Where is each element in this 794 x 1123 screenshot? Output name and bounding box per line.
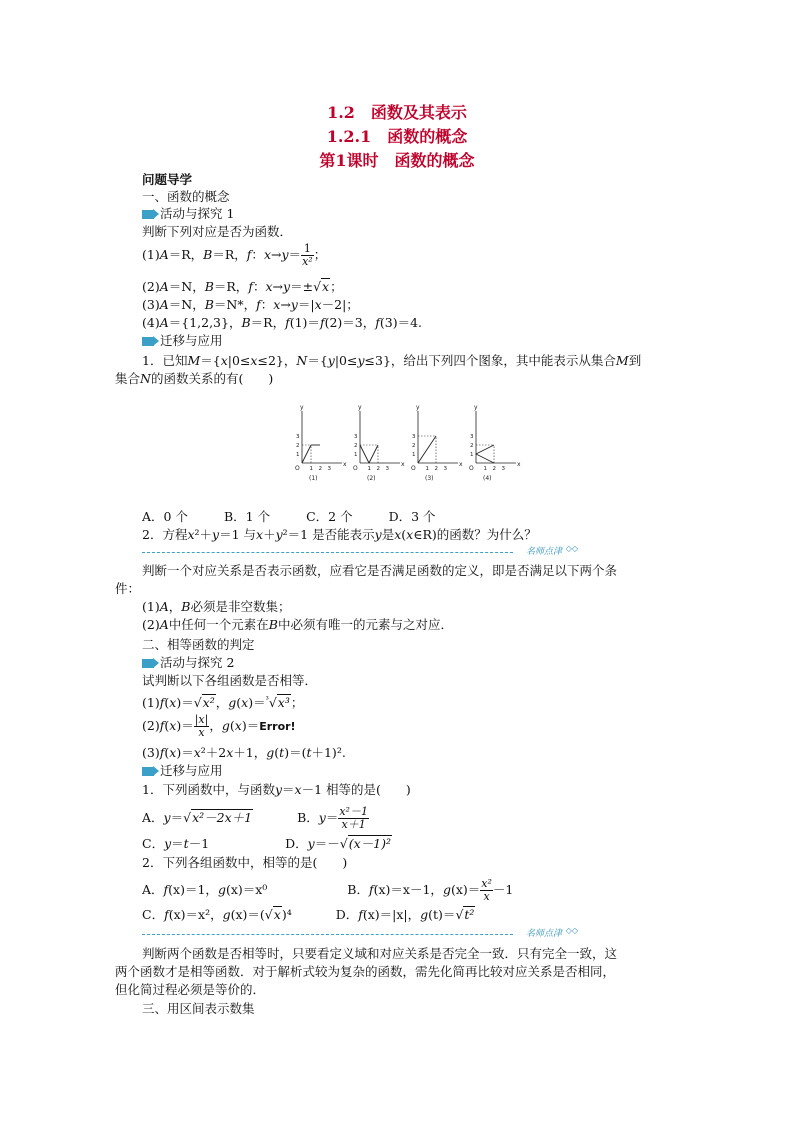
x-tick-label: 1	[367, 466, 371, 472]
x-tick-label: 3	[443, 466, 447, 472]
x-tick-label: 2	[434, 466, 438, 472]
q21-option-b[interactable]: B．y＝ $\frac{\text{x²－1}}{x+1}$	[297, 805, 368, 831]
origin-label: O	[411, 465, 416, 472]
q21-options-ab	[142, 804, 369, 832]
fraction: $\frac{|x|}{x}$	[194, 713, 209, 739]
y-tick-label: 3	[470, 434, 474, 440]
x-tick-label: 2	[376, 466, 380, 472]
group-3: (3)f(x)＝x²＋2x＋1，g(t)＝(t＋1)².	[142, 745, 346, 760]
x-axis-label: x	[459, 461, 463, 468]
problem-1: 1．已知M＝{x|0≤x≤2}，N＝{y|0≤y≤3}，给出下列四个图象，其中能表示从集合M到 集合N的函数关系的有( )	[115, 353, 642, 386]
graph-label: (4)	[483, 475, 492, 482]
q22-option-b[interactable]: B．f(x)＝x－1，g(x)＝ $\frac{\text{x²}}{x}$ －1	[347, 877, 514, 903]
x-tick-label: 3	[385, 466, 389, 472]
x-tick-label: 2	[318, 466, 322, 472]
y-axis-label: y	[358, 405, 362, 411]
y-tick-label: 2	[412, 443, 416, 449]
transfer-heading-2: 迁移与应用	[142, 763, 223, 779]
activity-heading-1: 活动与探究 1	[142, 206, 234, 222]
arrow-icon	[142, 767, 154, 776]
activity-heading-2: 活动与探究 2	[142, 655, 234, 671]
item-2: (2)A＝N，B＝R，f：x→y＝±√x；	[142, 279, 343, 294]
q22-option-a[interactable]: A．f(x)＝1，g(x)＝x⁰	[142, 882, 268, 897]
transfer-heading-1: 迁移与应用	[142, 333, 223, 349]
tip-paragraph-1: 判断一个对应关系是否表示函数，应看它是否满足函数的定义，即是否满足以下两个条 件： (1)A，B必须是非空数集； (2)A中任何一个元素在B中必须有唯一的元素与之对应．	[115, 563, 618, 632]
part-heading-2: 二、相等函数的判定	[142, 637, 255, 652]
question-2-2: 2．下列各组函数中，相等的是( )	[142, 855, 348, 870]
function-graphs	[292, 405, 522, 485]
graph-3	[411, 405, 463, 482]
graph-line	[418, 436, 436, 463]
y-tick-label: 2	[296, 443, 300, 449]
section-title: 1.2.1 函数的概念	[326, 127, 468, 146]
options-row-1	[142, 509, 436, 525]
graph-line	[476, 445, 494, 454]
y-tick-label: 3	[354, 434, 358, 440]
divider-tips-1: 名师点津 ◇◇	[142, 548, 658, 556]
part-heading-1: 一、函数的概念	[142, 189, 230, 204]
q21-option-a[interactable]: A．y＝√x²－2x＋1	[142, 810, 253, 825]
x-axis-label: x	[401, 461, 405, 468]
x-tick-label: 3	[327, 466, 331, 472]
graph-label: (3)	[425, 475, 434, 482]
q22-option-d[interactable]: D．f(x)＝|x|，g(t)＝√t²	[335, 907, 475, 922]
q22-options-ab	[142, 876, 513, 904]
divider-tips-2: 名师点津 ◇◇	[142, 930, 658, 938]
option-d[interactable]: D．3 个	[388, 509, 436, 524]
question-intro: 判断下列对应是否为函数．	[142, 224, 293, 239]
option-c[interactable]: C．2 个	[306, 509, 353, 524]
origin-label: O	[295, 465, 300, 472]
q21-option-d[interactable]: D．y＝－√(x－1)²	[285, 836, 391, 851]
part-heading-3: 三、用区间表示数集	[142, 1001, 255, 1016]
y-tick-label: 2	[354, 443, 358, 449]
graph-2	[353, 405, 405, 482]
q22-options-cd	[142, 907, 475, 923]
y-tick-label: 3	[296, 434, 300, 440]
group-1: (1)f(x)＝√x²，g(x)＝$^{^3}$√x³；	[142, 695, 304, 711]
item-3: (3)A＝N，B＝N*，f：x→y＝|x－2|；	[142, 297, 359, 312]
item-1: (1)A＝R，B＝R，f：x→y＝ $\frac{1}{\text{x²}}$ ；	[142, 242, 327, 268]
arrow-icon	[142, 210, 154, 219]
x-tick-label: 1	[483, 466, 487, 472]
y-tick-label: 1	[354, 452, 358, 458]
chapter-title: 1.2 函数及其表示	[327, 103, 467, 122]
y-tick-label: 1	[296, 452, 300, 458]
option-a[interactable]: A．0 个	[142, 509, 188, 524]
y-tick-label: 3	[412, 434, 416, 440]
y-tick-label: 2	[470, 443, 474, 449]
group-2: (2)f(x)＝ $\frac{|x|}{x}$ ，g(x)＝Error!	[142, 713, 296, 739]
x-axis-label: x	[517, 461, 521, 468]
graph-label: (2)	[367, 475, 376, 482]
arrow-icon	[142, 337, 154, 346]
y-axis-label: y	[416, 405, 420, 411]
x-axis-label: x	[343, 461, 347, 468]
q21-option-c[interactable]: C．y＝t－1	[142, 836, 210, 851]
y-axis-label: y	[474, 405, 478, 411]
graph-line	[360, 445, 369, 463]
x-tick-label: 2	[492, 466, 496, 472]
graph-1	[295, 405, 347, 482]
arrow-icon	[142, 659, 154, 668]
item-4: (4)A＝{1,2,3}，B＝R，f(1)＝f(2)＝3，f(3)＝4.	[142, 315, 423, 330]
x-tick-label: 1	[309, 466, 313, 472]
origin-label: O	[469, 465, 474, 472]
question-intro-2: 试判断以下各组函数是否相等．	[142, 673, 318, 688]
problem-2: 2．方程x²＋y＝1 与x＋y²＝1 是否能表示y是x(x∈R)的函数？为什么？	[142, 527, 537, 542]
tip-paragraph-2: 判断两个函数是否相等时，只要看定义域和对应关系是否完全一致．只有完全一致，这 两个函数才是相等函数．对于解析式较为复杂的函数，需先化简再比较对应关系是否相同， 但化简过程必须是等价的．	[115, 946, 618, 997]
x-tick-label: 1	[425, 466, 429, 472]
graph-4	[469, 405, 521, 482]
graph-line	[476, 454, 494, 463]
graph-line	[369, 445, 378, 463]
y-tick-label: 1	[412, 452, 416, 458]
question-2-1: 1．下列函数中，与函数y＝x－1 相等的是( )	[142, 782, 411, 797]
x-tick-label: 3	[501, 466, 505, 472]
y-tick-label: 1	[470, 452, 474, 458]
graph-line	[302, 445, 311, 463]
section-label: 问题导学	[142, 172, 193, 187]
q21-options-cd	[142, 836, 392, 852]
q22-option-c[interactable]: C．f(x)＝x²，g(x)＝(√x)⁴	[142, 907, 292, 922]
origin-label: O	[353, 465, 358, 472]
lesson-title: 第1课时 函数的概念	[319, 151, 475, 170]
option-b[interactable]: B．1 个	[223, 509, 271, 524]
graph-label: (1)	[309, 475, 318, 482]
fraction: $\frac{1}{\text{x²}}$	[302, 242, 313, 268]
y-axis-label: y	[300, 405, 304, 411]
